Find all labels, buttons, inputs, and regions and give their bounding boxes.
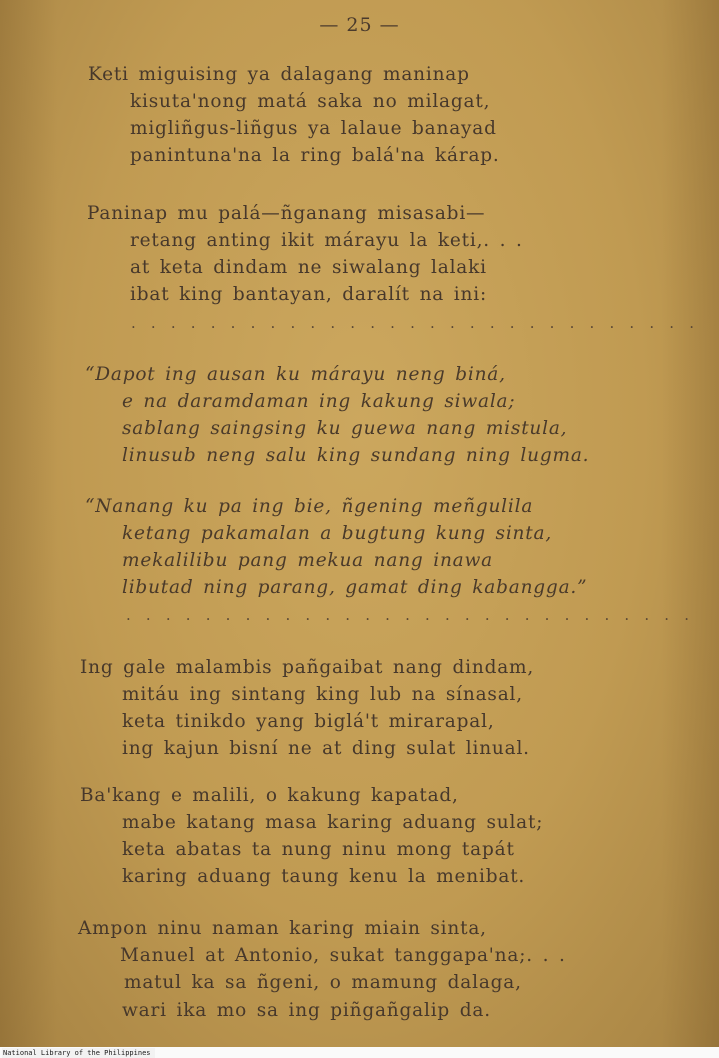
verse-line: retang anting ikit márayu la keti,. . . [130,230,523,251]
verse-line: panintuna'na la ring balá'na kárap. [130,145,500,166]
verse-line: kisuta'nong matá saka no milagat, [130,91,491,112]
verse-line: ing kajun bisní ne at ding sulat linual. [122,738,530,759]
verse-line: karing aduang taung kenu la menibat. [122,866,526,887]
verse-line: libutad ning parang, gamat ding kabangga.” [122,577,588,598]
verse-line: “Nanang ku pa ing bie, ñgening meñgulila [85,496,534,517]
verse-line: e na daramdaman ing kakung siwala; [122,391,516,412]
verse-line: Manuel at Antonio, sukat tanggapa'na;. . . [120,945,566,966]
verse-line: keta tinikdo yang biglá't mirarapal, [122,711,495,732]
verse-line: Ing gale malambis pañgaibat nang dindam, [80,657,535,678]
ellipsis-divider: . . . . . . . . . . . . . . . . . . . . . . . . . . . . . [126,606,695,624]
verse-line: wari ika mo sa ing piñgañgalip da. [122,1000,491,1021]
verse-line: Paninap mu palá—ñganang misasabi— [87,203,486,224]
verse-line: mitáu ing sintang king lub na sínasal, [122,684,523,705]
verse-line: sablang saingsing ku guewa nang mistula, [122,418,568,439]
verse-line: Keti miguising ya dalagang maninap [88,64,470,85]
verse-line: mekalilibu pang mekua nang inawa [122,550,493,571]
verse-line: Ampon ninu naman karing miain sinta, [78,918,487,939]
verse-line: ketang pakamalan a bugtung kung sinta, [122,523,553,544]
verse-line: mabe katang masa karing aduang sulat; [122,812,544,833]
verse-line: ibat king bantayan, daralít na ini: [130,284,487,305]
verse-line: Ba'kang e malili, o kakung kapatad, [80,785,459,806]
verse-line: “Dapot ing ausan ku márayu neng biná, [85,364,506,385]
ellipsis-divider: . . . . . . . . . . . . . . . . . . . . . . . . . . . . . [131,314,700,332]
page-number: — 25 — [319,14,400,36]
verse-line: at keta dindam ne siwalang lalaki [130,257,487,278]
verse-line: linusub neng salu king sundang ning lugma. [122,445,590,466]
verse-line: migliñgus-liñgus ya lalaue banayad [130,118,497,139]
library-credit: National Library of the Philippines [2,1048,155,1058]
verse-line: matul ka sa ñgeni, o mamung dalaga, [124,972,522,993]
verse-line: keta abatas ta nung ninu mong tapát [122,839,515,860]
